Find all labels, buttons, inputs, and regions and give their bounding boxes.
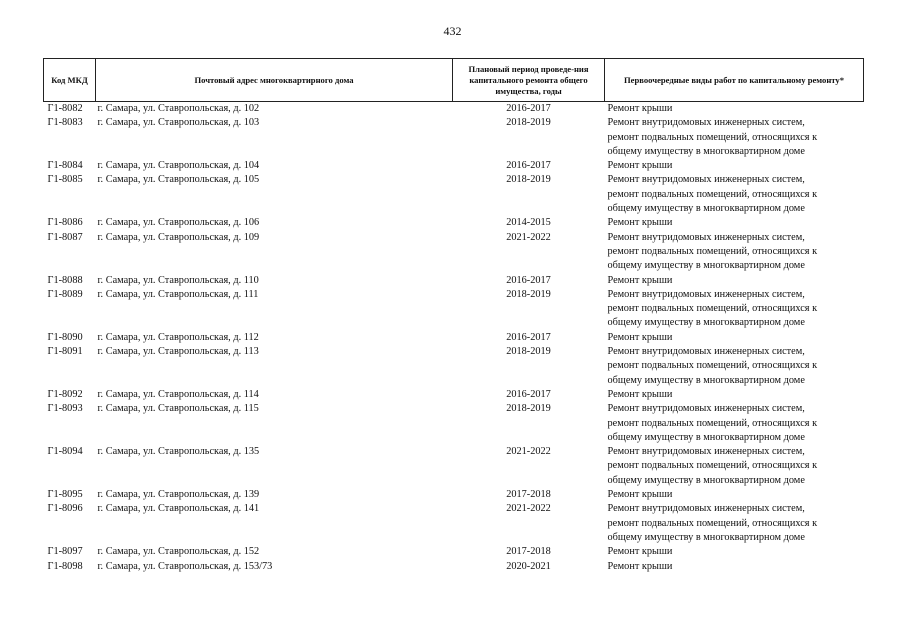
row-address: г. Самара, ул. Ставропольская, д. 114: [97, 388, 259, 400]
row-works: [605, 445, 864, 488]
table-row: [44, 231, 864, 274]
row-works: [605, 402, 864, 445]
work-line: Ремонт внутридомовых инженерных систем,: [607, 288, 805, 300]
work-line: Ремонт крыши: [607, 489, 673, 501]
table-row: [44, 159, 864, 173]
work-line: общему имуществу в многоквартирном доме: [607, 531, 805, 543]
row-works: [605, 173, 864, 216]
row-period: 2017-2018: [506, 489, 551, 501]
row-address: г. Самара, ул. Ставропольская, д. 115: [97, 403, 259, 415]
row-address: г. Самара, ул. Ставропольская, д. 152: [97, 546, 260, 558]
row-works: [605, 116, 864, 159]
row-period: 2018-2019: [506, 117, 551, 129]
work-line: общему имуществу в многоквартирном доме: [607, 431, 805, 443]
row-period: 2016-2017: [506, 331, 551, 343]
row-period: 2018-2019: [506, 288, 551, 300]
work-line: общему имуществу в многоквартирном доме: [607, 474, 805, 486]
row-period: 2017-2018: [506, 546, 551, 558]
row-works: [605, 502, 864, 545]
work-line: ремонт подвальных помещений, относящихся к: [607, 517, 818, 529]
row-code: Г1-8089: [47, 288, 83, 300]
row-address: г. Самара, ул. Ставропольская, д. 103: [97, 117, 260, 129]
row-address: г. Самара, ул. Ставропольская, д. 102: [97, 103, 260, 114]
row-address: г. Самара, ул. Ставропольская, д. 109: [97, 231, 260, 243]
row-address: г. Самара, ул. Ставропольская, д. 113: [97, 346, 259, 358]
header-address: Почтовый адрес многоквартирного дома: [96, 59, 453, 102]
row-address: г. Самара, ул. Ставропольская, д. 105: [97, 174, 260, 186]
table-row: [44, 445, 864, 488]
header-period: Плановый период проведе-ния капитального ремонта общего имущества, годы: [453, 59, 605, 102]
work-line: Ремонт крыши: [607, 546, 673, 558]
row-code: Г1-8083: [47, 117, 83, 129]
row-code: Г1-8097: [47, 546, 83, 558]
header-works: Первоочередные виды работ по капитальному ремонту*: [605, 59, 864, 102]
table-row: [44, 116, 864, 159]
row-period: 2016-2017: [506, 274, 551, 286]
header-row: [44, 59, 864, 102]
work-line: Ремонт крыши: [607, 274, 673, 286]
row-code: Г1-8085: [47, 174, 83, 186]
row-works: [605, 488, 864, 502]
work-line: ремонт подвальных помещений, относящихся к: [607, 131, 818, 143]
row-period: 2018-2019: [506, 346, 551, 358]
work-line: ремонт подвальных помещений, относящихся к: [607, 417, 818, 429]
table-header: [44, 59, 864, 102]
table-row: [44, 488, 864, 502]
row-code: Г1-8098: [47, 560, 83, 572]
row-works: [605, 388, 864, 402]
page-number: 432: [443, 24, 462, 38]
work-line: Ремонт крыши: [607, 217, 673, 229]
row-works: [605, 345, 864, 388]
row-period: 2016-2017: [506, 388, 551, 400]
row-address: г. Самара, ул. Ставропольская, д. 135: [97, 446, 260, 458]
work-line: Ремонт внутридомовых инженерных систем,: [607, 346, 805, 358]
row-works: [605, 231, 864, 274]
row-code: Г1-8084: [47, 160, 83, 172]
table-row: [44, 173, 864, 216]
work-line: ремонт подвальных помещений, относящихся к: [607, 188, 818, 200]
row-period: 2014-2015: [506, 217, 551, 229]
row-address: г. Самара, ул. Ставропольская, д. 153/73: [97, 560, 273, 572]
row-works: [605, 331, 864, 345]
row-code: Г1-8088: [47, 274, 83, 286]
table-row: [44, 388, 864, 402]
row-period: 2016-2017: [506, 103, 551, 114]
row-address: г. Самара, ул. Ставропольская, д. 106: [97, 217, 260, 229]
work-line: общему имуществу в многоквартирном доме: [607, 145, 805, 157]
housing-registry-table: [43, 58, 864, 574]
work-line: Ремонт крыши: [607, 103, 673, 114]
row-code: Г1-8095: [47, 489, 83, 501]
row-period: 2016-2017: [506, 160, 551, 172]
row-works: [605, 159, 864, 173]
row-works: [605, 545, 864, 559]
row-code: Г1-8087: [47, 231, 83, 243]
work-line: ремонт подвальных помещений, относящихся к: [607, 303, 818, 315]
row-period: 2018-2019: [506, 403, 551, 415]
row-works: [605, 560, 864, 574]
work-line: ремонт подвальных помещений, относящихся к: [607, 245, 818, 257]
table-row: [44, 560, 864, 574]
row-code: Г1-8093: [47, 403, 83, 415]
row-code: Г1-8096: [47, 503, 83, 515]
row-period: 2018-2019: [506, 174, 551, 186]
work-line: Ремонт внутридомовых инженерных систем,: [607, 231, 805, 243]
row-address: г. Самара, ул. Ставропольская, д. 110: [97, 274, 259, 286]
table-row: [44, 502, 864, 545]
row-address: г. Самара, ул. Ставропольская, д. 104: [97, 160, 260, 172]
row-code: Г1-8082: [47, 103, 83, 114]
row-code: Г1-8086: [47, 217, 83, 229]
row-code: Г1-8092: [47, 388, 83, 400]
work-line: общему имуществу в многоквартирном доме: [607, 260, 805, 272]
table-row: [44, 331, 864, 345]
table-row: [44, 216, 864, 230]
work-line: Ремонт крыши: [607, 560, 673, 572]
work-line: общему имуществу в многоквартирном доме: [607, 374, 805, 386]
work-line: общему имуществу в многоквартирном доме: [607, 317, 805, 329]
row-period: 2021-2022: [506, 446, 551, 458]
work-line: Ремонт внутридомовых инженерных систем,: [607, 174, 805, 186]
table-body: [44, 102, 864, 574]
work-line: Ремонт крыши: [607, 160, 673, 172]
row-code: Г1-8091: [47, 346, 83, 358]
row-address: г. Самара, ул. Ставропольская, д. 112: [97, 331, 259, 343]
work-line: ремонт подвальных помещений, относящихся к: [607, 460, 818, 472]
row-period: 2021-2022: [506, 231, 551, 243]
work-line: Ремонт внутридомовых инженерных систем,: [607, 503, 805, 515]
row-period: 2020-2021: [506, 560, 551, 572]
work-line: Ремонт крыши: [607, 388, 673, 400]
table-row: [44, 402, 864, 445]
row-address: г. Самара, ул. Ставропольская, д. 141: [97, 503, 260, 515]
work-line: общему имуществу в многоквартирном доме: [607, 203, 805, 215]
table-row: [44, 545, 864, 559]
row-address: г. Самара, ул. Ставропольская, д. 111: [97, 288, 259, 300]
table-row: [44, 102, 864, 117]
row-period: 2021-2022: [506, 503, 551, 515]
table-row: [44, 274, 864, 288]
work-line: Ремонт внутридомовых инженерных систем,: [607, 403, 805, 415]
row-code: Г1-8094: [47, 446, 83, 458]
work-line: ремонт подвальных помещений, относящихся к: [607, 360, 818, 372]
work-line: Ремонт внутридомовых инженерных систем,: [607, 117, 805, 129]
work-line: Ремонт внутридомовых инженерных систем,: [607, 446, 805, 458]
row-works: [605, 102, 864, 117]
table-row: [44, 345, 864, 388]
table-row: [44, 288, 864, 331]
row-code: Г1-8090: [47, 331, 83, 343]
header-code: Код МКД: [44, 59, 96, 102]
row-works: [605, 274, 864, 288]
row-works: [605, 288, 864, 331]
work-line: Ремонт крыши: [607, 331, 673, 343]
row-address: г. Самара, ул. Ставропольская, д. 139: [97, 489, 260, 501]
row-works: [605, 216, 864, 230]
